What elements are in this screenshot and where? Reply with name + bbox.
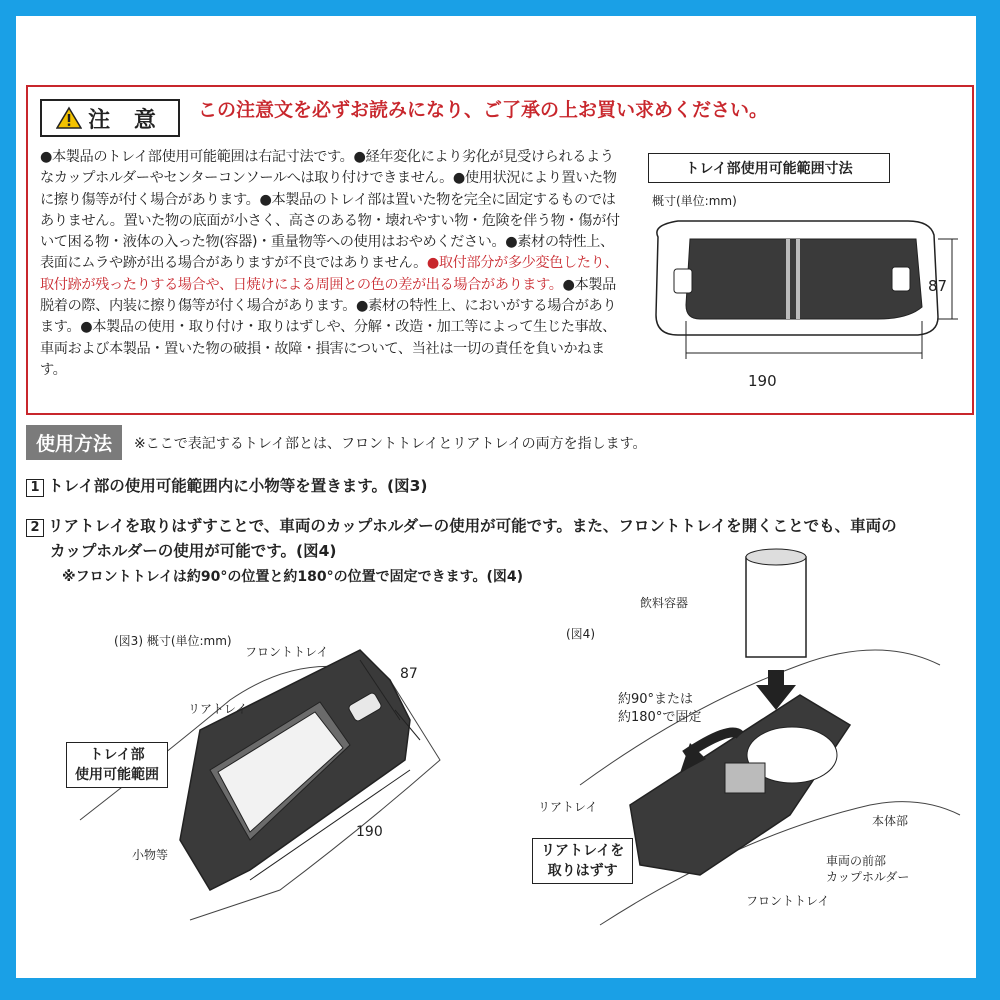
range-title: トレイ部使用可能範囲寸法	[648, 153, 890, 183]
step-2-text-line1: リアトレイを取りはずすことで、車両のカップホルダーの使用が可能です。また、フロントトレイを開くことでも、車両の	[48, 517, 897, 535]
caution-body	[40, 147, 620, 381]
caution-text-red: ●取付部分が多少変色したり、取付跡が残ったりする場合や、日焼けによる周囲との色の差が出る場合があります。	[40, 255, 619, 293]
usage-title: 使用方法	[26, 425, 122, 460]
caution-headline: この注意文を必ずお読みになり、ご了承の上お買い求めください。	[198, 99, 769, 121]
caution-header	[40, 99, 180, 137]
fig4-remove-line2: 取りはずす	[547, 863, 618, 879]
fig3-width-label: 190	[356, 824, 383, 840]
fig3-usable-line1: トレイ部	[89, 747, 145, 763]
fig4-rear-tray-label: リアトレイ	[538, 800, 598, 814]
fig3-usable-line2: 使用可能範囲	[75, 767, 159, 783]
fig3-caption: (図3) 概寸(単位:mm)	[114, 634, 232, 648]
warning-icon	[56, 106, 82, 130]
tray-dimension-diagram	[638, 207, 968, 387]
fig4-holder-line2: カップホルダー	[826, 870, 910, 884]
step-2-text-line2: カップホルダーの使用が可能です。(図4)	[50, 542, 337, 560]
caution-text-a: ●本製品のトレイ部使用可能範囲は右記寸法です。●経年変化により劣化が見受けられるようなカップホルダーやセンターコンソールへは取り付けできません。●使用状況により置いた物に擦り傷等が付く場合があります。●本製品のトレイ部は置いた物を完全に固定するものではありません。置いた物の底面が小さく、高さのある物・壊れやすい物・危険を伴う物・傷が付いて困る物・液体の入った物(容器)・重量物等への使用はおやめください。●素材の特性上、表面にムラや跡が出る場合がありますが不良ではありません。	[40, 149, 620, 272]
usage-note: ※ここで表記するトレイ部とは、フロントトレイとリアトレイの両方を指します。	[134, 435, 647, 452]
fig4-body-label: 本体部	[872, 814, 909, 828]
fig3-rear-tray-label: リアトレイ	[188, 702, 248, 716]
fig4-remove-box	[532, 838, 633, 884]
fig4-angle-line1: 約90°または	[618, 692, 694, 707]
caution-badge-label: 注 意	[88, 107, 164, 133]
fig4-drink-label: 飲料容器	[640, 596, 689, 610]
range-unit: 概寸(単位:mm)	[652, 194, 737, 208]
fig3-depth-label: 87	[400, 666, 418, 682]
step-2-number: 2	[26, 519, 44, 537]
caution-box	[26, 85, 974, 415]
fig4-front-tray-label: フロントトレイ	[746, 894, 830, 908]
usage-header	[26, 425, 647, 460]
step-1	[26, 474, 427, 499]
caution-text-b: ●本製品脱着の際、内装に擦り傷等が付く場合があります。●素材の特性上、においがする場合があります。●本製品の使用・取り付け・取りはずしや、分解・改造・加工等によって生じた事故、車両および本製品・置いた物の破損・故障・損害について、当社は一切の責任を負いかねます。	[40, 276, 617, 378]
fig4-remove-line1: リアトレイを	[541, 843, 625, 859]
step-1-number: 1	[26, 479, 44, 497]
fig4-angle-line2: 約180°で固定	[618, 710, 702, 725]
fig4-holder-line1: 車両の前部	[826, 854, 887, 868]
figure-4-diagram	[540, 545, 970, 945]
fig4-caption: (図4)	[566, 627, 595, 641]
fig3-front-tray-label: フロントトレイ	[245, 645, 329, 659]
fig3-small-items-label: 小物等	[132, 848, 169, 862]
step-2-note: ※フロントトレイは約90°の位置と約180°の位置で固定できます。(図4)	[62, 569, 524, 585]
caution-badge	[40, 99, 180, 137]
range-width-label: 190	[748, 372, 777, 390]
figure-3-diagram	[60, 640, 480, 940]
range-depth-label: 87	[928, 277, 948, 295]
fig3-usable-range-box	[66, 742, 168, 788]
step-1-text: トレイ部の使用可能範囲内に小物等を置きます。(図3)	[48, 477, 428, 495]
